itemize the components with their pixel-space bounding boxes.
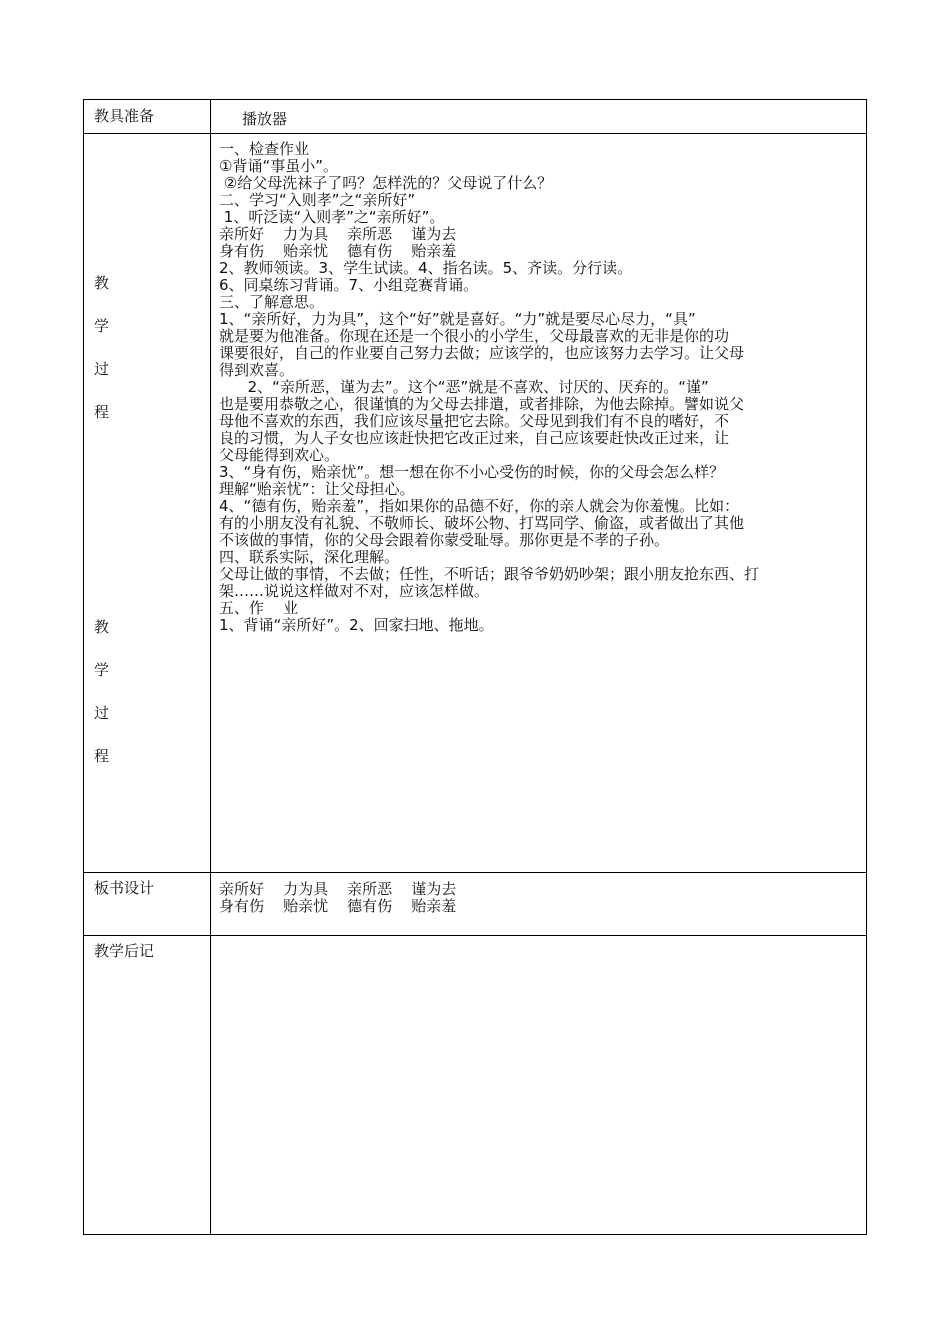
equipment-value: 播放器 [242,110,288,128]
process-line: 架……说说这样做对不对，应该怎样做。 [219,582,490,600]
row-divider [84,872,866,873]
notes-label: 教学后记 [94,942,155,960]
process-line: 有的小朋友没有礼貌、不敬师长、破坏公物、打骂同学、偷盗，或者做出了其他 [219,514,745,532]
process-line: ①背诵“事虽小”。 [219,157,338,175]
process-line: 身有伤 贻亲忧 德有伤 贻亲羞 [219,242,457,260]
row-divider [84,133,866,134]
process-line: 父母能得到欢心。 [219,446,340,464]
process-line: 良的习惯，为人子女也应该赶快把它改正过来，自己应该要赶快改正过来，让 [219,429,730,447]
process-line: 母他不喜欢的东西，我们应该尽量把它去除。父母见到我们有不良的嗜好，不 [219,412,730,430]
process-label-top [94,273,114,445]
process-line: 就是要为他准备。你现在还是一个很小的小学生，父母最喜欢的无非是你的功 [219,327,730,345]
process-line: 6、同桌练习背诵。7、小组竞赛背诵。 [219,276,479,294]
row-divider [84,935,866,936]
process-line: 2、“亲所恶，谨为去”。这个“恶”就是不喜欢、讨厌的、厌弃的。“谨” [219,378,709,396]
process-line: 1、听泛读“入则孝”之“亲所好”。 [219,208,445,226]
process-line: 得到欢喜。 [219,361,295,379]
process-line: 也是要用恭敬之心，很谨慎的为父母去排遣，或者排除，为他去除掉。譬如说父 [219,395,745,413]
lesson-plan-table [83,99,867,1235]
process-line: 4、“德有伤，贻亲羞”，指如果你的品德不好，你的亲人就会为你羞愧。比如： [219,497,740,515]
label-char: 程 [94,747,110,765]
label-char: 程 [94,403,110,421]
process-line: 五、作 业 [219,599,299,617]
process-line: 二、学习“入则孝”之“亲所好” [219,191,416,209]
process-line: 不该做的事情，你的父母会跟着你蒙受耻辱。那你更是不孝的子孙。 [219,531,670,549]
process-line: 理解“贻亲忧”：让父母担心。 [219,480,415,498]
process-content [219,141,860,634]
process-line: 三、了解意思。 [219,293,325,311]
process-line: 2、教师领读。3、学生试读。4、指名读。5、齐读。分行读。 [219,259,633,277]
board-label: 板书设计 [94,879,155,897]
process-line: 一、检查作业 [219,140,310,158]
process-line: 1、背诵“亲所好”。2、回家扫地、拖地。 [219,616,494,634]
column-divider [210,100,211,1234]
label-char: 过 [94,704,110,722]
board-line: 身有伤 贻亲忧 德有伤 贻亲羞 [219,897,457,915]
process-label-bottom [94,617,114,789]
board-line: 亲所好 力为具 亲所恶 谨为去 [219,880,457,898]
board-content [219,881,860,915]
label-char: 教 [94,274,110,292]
process-line: 父母让做的事情，不去做；任性，不听话；跟爷爷奶奶吵架；跟小朋友抢东西、打 [219,565,760,583]
process-line: 3、“身有伤，贻亲忧”。想一想在你不小心受伤的时候，你的父母会怎么样？ [219,463,725,481]
label-char: 学 [94,661,110,679]
label-char: 学 [94,317,110,335]
process-line: 课要很好，自己的作业要自己努力去做；应该学的，也应该努力去学习。让父母 [219,344,745,362]
process-line: 1、“亲所好，力为具”，这个“好”就是喜好。“力”就是要尽心尽力，“具” [219,310,696,328]
label-char: 过 [94,360,110,378]
process-line: ②给父母洗袜子了吗？怎样洗的？父母说了什么？ [219,174,553,192]
equipment-label: 教具准备 [94,107,155,125]
process-line: 四、联系实际，深化理解。 [219,548,400,566]
process-line: 亲所好 力为具 亲所恶 谨为去 [219,225,457,243]
label-char: 教 [94,618,110,636]
